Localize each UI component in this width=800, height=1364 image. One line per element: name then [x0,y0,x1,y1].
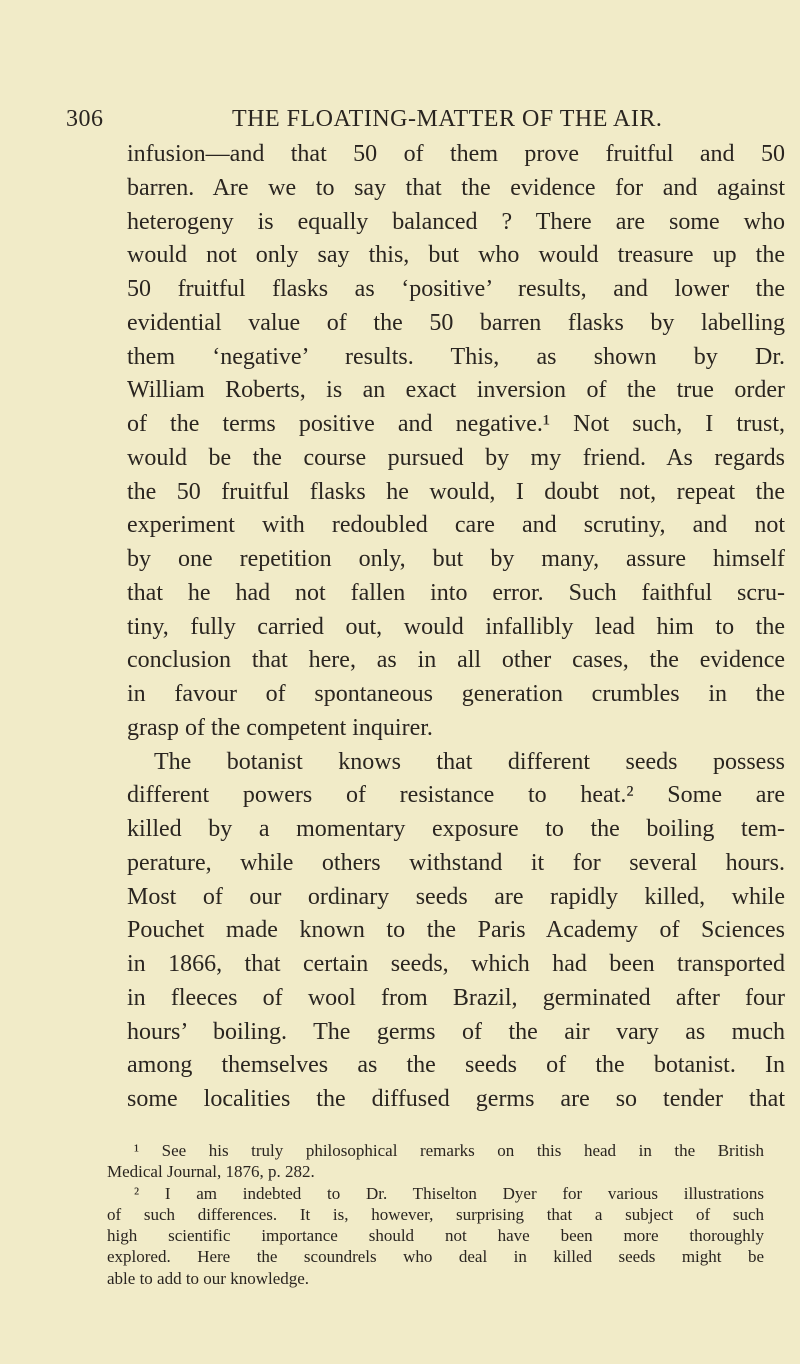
text-line: in fleeces of wool from Brazil, germinated after four [127,984,785,1011]
text-line: William Roberts, is an exact inversion of the true order [127,377,785,404]
text-line: them ‘negative’ results. This, as shown by Dr. [127,343,785,370]
footnote-line: able to add to our knowledge. [107,1268,310,1288]
footnote-line: high scientific importance should not have been more thoroughly [107,1226,764,1246]
text-line: heterogeny is equally balanced ? There are some who [127,208,785,235]
page-number: 306 [66,106,104,132]
text-line: barren. Are we to say that the evidence for and against [127,174,785,201]
footnote-line: ¹ See his truly philosophical remarks on this head in the British [134,1141,764,1160]
body-text [127,138,800,1117]
running-head [66,106,696,136]
text-line: the 50 fruitful flasks he would, I doubt not, repeat the [127,478,785,505]
text-line: in 1866, that certain seeds, which had been transported [127,951,785,977]
text-line: by one repetition only, but by many, assure himself [127,546,785,572]
text-line: some localities the diffused germs are so tender that [127,1086,785,1112]
footnote-line: Medical Journal, 1876, p. 282. [107,1162,315,1182]
text-line: infusion—and that 50 of them prove fruitful and 50 [127,141,785,167]
text-line: 50 fruitful flasks as ‘positive’ results, and lower the [127,276,785,302]
text-line: conclusion that here, as in all other cases, the evidence [127,647,785,674]
text-line: grasp of the competent inquirer. [127,714,433,741]
text-line: tiny, fully carried out, would infallibly lead him to the [127,613,785,640]
text-line: different powers of resistance to heat.² Some are [127,782,785,809]
text-line: that he had not fallen into error. Such faithful scru- [127,579,785,606]
text-line: hours’ boiling. The germs of the air vary as much [127,1018,785,1045]
text-line: The botanist knows that different seeds possess [154,748,785,775]
footnote-line: of such differences. It is, however, surprising that a subject of such [107,1204,764,1224]
text-line: among themselves as the seeds of the botanist. In [127,1052,785,1079]
text-line: would be the course pursued by my friend. As regards [127,444,785,471]
text-line: experiment with redoubled care and scrutiny, and not [127,512,785,539]
text-line: perature, while others withstand it for several hours. [127,849,785,876]
text-line: evidential value of the 50 barren flasks by labelling [127,309,785,336]
text-line: in favour of spontaneous generation crumbles in the [127,681,785,707]
text-line: Pouchet made known to the Paris Academy of Sciences [127,917,785,944]
footnote-line: explored. Here the scoundrels who deal in killed seeds might be [107,1247,764,1267]
text-line: of the terms positive and negative.¹ Not such, I trust, [127,411,785,437]
footnotes [107,1140,796,1289]
footnote-line: ² I am indebted to Dr. Thiselton Dyer for various illustrations [134,1183,764,1203]
text-line: Most of our ordinary seeds are rapidly killed, while [127,883,785,910]
text-line: killed by a momentary exposure to the boiling tem- [127,816,785,842]
running-title: THE FLOATING-MATTER OF THE AIR. [232,106,663,132]
text-line: would not only say this, but who would treasure up the [127,242,785,269]
